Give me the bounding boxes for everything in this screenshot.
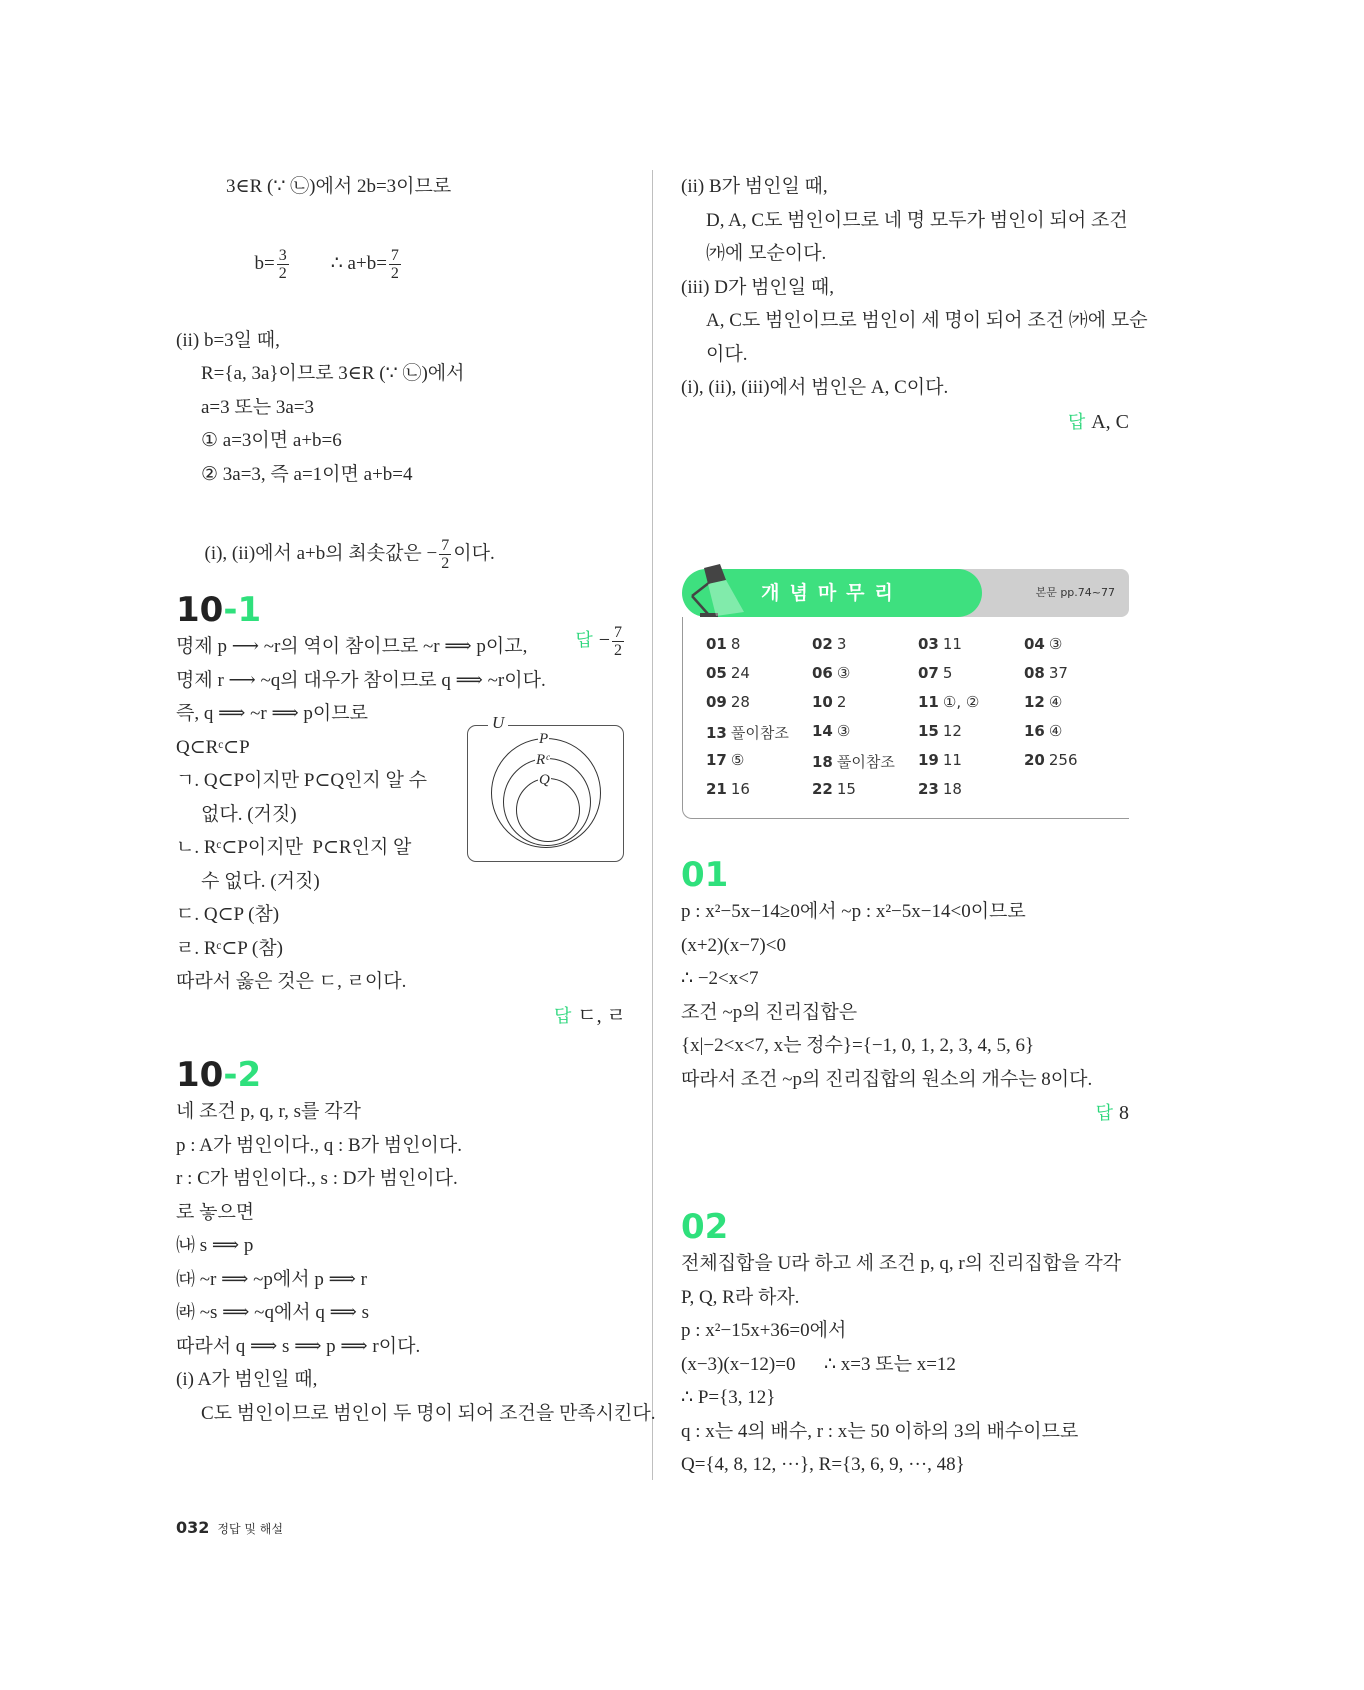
- answer-key-item: [812, 693, 918, 722]
- answer-key-value: 2: [836, 693, 847, 711]
- answer-key-value: 24: [730, 664, 750, 682]
- text-line: 명제 p ⟶ ~r의 역이 참이므로 ~r ⟹ p이고,: [176, 636, 528, 657]
- text-line: (ii) b=3일 때,: [176, 329, 280, 351]
- answer-key-number: 20: [1024, 751, 1045, 769]
- answer-key-item: [812, 722, 918, 751]
- answer-key-item: [918, 635, 1024, 664]
- answer-key-item: [812, 664, 918, 693]
- answer-key-value: 11: [942, 751, 962, 769]
- answer-key-item: [1024, 693, 1130, 722]
- section-heading: 01: [681, 855, 729, 895]
- section-heading: [176, 590, 626, 630]
- text-line: {x|−2<x<7, x는 정수}={−1, 0, 1, 2, 3, 4, 5, 6}: [681, 1035, 1035, 1056]
- text-line: ㈐ ~r ⟹ ~p에서 p ⟹ r: [176, 1268, 367, 1290]
- answer-key-number: 15: [918, 722, 939, 740]
- answer-key-number: 13: [706, 724, 727, 742]
- label-p: P: [539, 731, 549, 747]
- fraction: [277, 247, 289, 282]
- section-heading: 02: [681, 1207, 729, 1247]
- text-line: p : x²−5x−14≥0에서 ~p : x²−5x−14<0이므로: [681, 901, 1026, 922]
- label-rc: Rᶜ: [536, 752, 550, 768]
- answer-key-number: 06: [812, 664, 833, 682]
- label-q: Q: [539, 772, 550, 788]
- fraction: [439, 537, 451, 572]
- answer-key-value: ③: [836, 664, 851, 682]
- answer-label: 답: [1095, 1103, 1113, 1124]
- answer-key-value: 37: [1048, 664, 1068, 682]
- text-line: Q⊂Rᶜ⊂P: [176, 736, 250, 758]
- answer-key-value: ①, ②: [942, 693, 980, 711]
- text-line: ㄱ. Q⊂P이지만 P⊂Q인지 알 수: [176, 770, 427, 791]
- answer-key-number: 23: [918, 780, 939, 798]
- text-line: ② 3a=3, 즉 a=1이면 a+b=4: [201, 463, 413, 485]
- answer-key-grid: [706, 635, 1130, 809]
- answer-key-item: [1024, 751, 1130, 780]
- section-body: [176, 1095, 656, 1430]
- text-line: (ii) B가 범인일 때,: [681, 176, 828, 197]
- answer-key-number: 03: [918, 635, 939, 653]
- fraction-numerator: 7: [614, 623, 622, 641]
- min-prefix: (i), (ii)에서 a+b의 최솟값은 −: [204, 543, 438, 564]
- min-suffix: 이다.: [453, 543, 495, 564]
- heading-number: 10: [176, 590, 224, 630]
- heading-sub: 2: [237, 1055, 262, 1095]
- answer-label: 답: [575, 630, 593, 651]
- text-line: 3∈R (∵ ㉡)에서 2b=3이므로: [226, 176, 452, 197]
- banner-reference: 본문 pp.74~77: [952, 569, 1129, 617]
- fraction-numerator: 3: [278, 246, 287, 264]
- b-prefix: b=: [254, 252, 275, 274]
- text-line: 따라서 q ⟹ s ⟹ p ⟹ r이다.: [176, 1335, 421, 1357]
- text-line: (iii) D가 범인일 때,: [681, 276, 834, 298]
- answer-key-number: 05: [706, 664, 727, 682]
- answer-label: 답: [553, 1005, 572, 1027]
- b-value-line: [176, 204, 626, 324]
- section-02: [681, 1207, 1141, 1482]
- answer-key-number: 02: [812, 635, 833, 653]
- answer-key-item: [706, 693, 812, 722]
- column-divider: [652, 170, 653, 1480]
- answer-key-number: 11: [918, 693, 939, 711]
- answer-key-item: [812, 751, 918, 780]
- page-number: 032: [176, 1518, 210, 1537]
- text-line: 따라서 옳은 것은 ㄷ, ㄹ이다.: [176, 971, 407, 992]
- page-footer: [176, 1518, 283, 1537]
- answer-key-item: [706, 751, 812, 780]
- answer-key-number: 17: [706, 751, 727, 769]
- section-heading: [176, 1055, 636, 1095]
- answer-key-item: [1024, 664, 1130, 693]
- fraction-denominator: 2: [614, 641, 622, 659]
- text-line: 명제 r ⟶ ~q의 대우가 참이므로 q ⟹ ~r이다.: [176, 669, 546, 691]
- section-body: [681, 895, 1141, 1096]
- answer-key-number: 10: [812, 693, 833, 711]
- answer-key-item: [918, 722, 1024, 751]
- answer-key-value: ③: [836, 722, 851, 740]
- text-line: (i) A가 범인일 때,: [176, 1369, 318, 1390]
- answer-key-value: 8: [730, 635, 741, 653]
- heading-sub: 1: [237, 590, 262, 630]
- text-line: R={a, 3a}이므로 3∈R (∵ ㉡)에서: [201, 363, 465, 384]
- text-line: ㈏ s ⟹ p: [176, 1235, 254, 1256]
- text-line: 조건 ~p의 진리집합은: [681, 1001, 858, 1023]
- right-column: [681, 170, 1148, 440]
- answer-key-number: 08: [1024, 664, 1045, 682]
- text-line: 따라서 조건 ~p의 진리집합의 원소의 개수는 8이다.: [681, 1068, 1093, 1090]
- fraction-denominator: 2: [390, 264, 399, 282]
- answer-key-item: [1024, 722, 1130, 751]
- text-line: ㄹ. Rᶜ⊂P (참): [176, 937, 283, 959]
- text-line: ① a=3이면 a+b=6: [201, 430, 342, 451]
- answer-key-value: 풀이참조: [730, 724, 789, 742]
- answer-key-item: [918, 780, 1024, 809]
- answer-key-value: 12: [942, 722, 962, 740]
- answer-line: [681, 1096, 1129, 1131]
- answer-key-number: 01: [706, 635, 727, 653]
- answer-key-value: 15: [836, 780, 856, 798]
- fraction-denominator: 2: [441, 555, 450, 573]
- answer-key-value: 18: [942, 780, 962, 798]
- concept-wrapup-banner: [682, 569, 1129, 617]
- footer-text: 정답 및 해설: [217, 1522, 283, 1536]
- banner-title: 개념마무리: [682, 569, 982, 617]
- answer-key-item: [812, 635, 918, 664]
- answer-key-value: 256: [1048, 751, 1078, 769]
- section-body: [681, 1247, 1141, 1482]
- answer-key-number: 22: [812, 780, 833, 798]
- lamp-icon: [686, 562, 746, 618]
- text-line: (x−3)(x−12)=0 ∴ x=3 또는 x=12: [681, 1353, 956, 1375]
- answer-key-number: 14: [812, 722, 833, 740]
- answer-key-value: 11: [942, 635, 962, 653]
- answer-sign: −: [598, 629, 610, 651]
- universal-set-label: U: [488, 713, 508, 733]
- answer-key-value: 3: [836, 635, 847, 653]
- answer-line: [681, 405, 1129, 440]
- answer-key-item: [706, 635, 812, 664]
- answer-key-value: ⑤: [730, 751, 745, 769]
- sum-prefix: ∴ a+b=: [330, 252, 387, 274]
- text-line: p : A가 범인이다., q : B가 범인이다.: [176, 1134, 462, 1156]
- text-line: q : x는 4의 배수, r : x는 50 이하의 3의 배수이므로: [681, 1420, 1079, 1442]
- text-line: (x+2)(x−7)<0: [681, 934, 786, 956]
- venn-diagram: [467, 713, 624, 862]
- section-01: [681, 855, 1141, 1131]
- answer-key-item: [706, 780, 812, 809]
- fraction-numerator: 7: [441, 537, 450, 555]
- heading-dash: -: [223, 1055, 238, 1095]
- answer-key-number: 21: [706, 780, 727, 798]
- answer-key-item: [812, 780, 918, 809]
- text-line: ㄴ. Rᶜ⊂P이지만 P⊂R인지 알: [176, 837, 412, 858]
- answer-key-value: 5: [942, 664, 953, 682]
- answer-value: ㄷ, ㄹ: [577, 1004, 626, 1027]
- text-line: ㈑ ~s ⟹ ~q에서 q ⟹ s: [176, 1302, 370, 1323]
- answer-key-item: [1024, 635, 1130, 664]
- answer-key-item: [918, 693, 1024, 722]
- text-line: Q={4, 8, 12, ···}, R={3, 6, 9, ···, 48}: [681, 1454, 965, 1475]
- answer-value: 8: [1119, 1102, 1129, 1124]
- heading-number: 10: [176, 1055, 224, 1095]
- text-line: ㄷ. Q⊂P (참): [176, 904, 280, 925]
- answer-key-number: 16: [1024, 722, 1045, 740]
- text-line: ㈎에 모순이다.: [706, 243, 827, 264]
- text-line: C도 범인이므로 범인이 두 명이 되어 조건을 만족시킨다.: [201, 1402, 656, 1424]
- text-line: ∴ −2<x<7: [681, 968, 759, 989]
- answer-key-number: 19: [918, 751, 939, 769]
- text-line: (i), (ii), (iii)에서 범인은 A, C이다.: [681, 377, 949, 398]
- answer-key-value: ④: [1048, 722, 1063, 740]
- text-line: r : C가 범인이다., s : D가 범인이다.: [176, 1168, 458, 1189]
- answer-label: 답: [1067, 411, 1086, 433]
- answer-key-item: [918, 751, 1024, 780]
- text-line: D, A, C도 범인이므로 네 명 모두가 범인이 되어 조건: [706, 209, 1128, 231]
- text-line: 네 조건 p, q, r, s를 각각: [176, 1101, 361, 1122]
- answer-key-number: 12: [1024, 693, 1045, 711]
- text-line: 즉, q ⟹ ~r ⟹ p이므로: [176, 703, 368, 724]
- text-line: 전체집합을 U라 하고 세 조건 p, q, r의 진리집합을 각각: [681, 1253, 1122, 1274]
- answer-key-number: 18: [812, 753, 833, 771]
- answer-key-value: ③: [1048, 635, 1063, 653]
- answer-key-number: 07: [918, 664, 939, 682]
- answer-key-value: 16: [730, 780, 750, 798]
- fraction-numerator: 7: [390, 246, 399, 264]
- right-top-block: [681, 170, 1148, 405]
- section-10-2: [176, 1055, 656, 1430]
- answer-value: A, C: [1091, 410, 1129, 433]
- answer-line: [176, 999, 626, 1034]
- left-top-block: [176, 170, 626, 659]
- text-line: 수 없다. (거짓): [201, 870, 320, 892]
- fraction: [389, 247, 401, 282]
- answer-key-number: 09: [706, 693, 727, 711]
- text-line: 로 놓으면: [176, 1201, 255, 1223]
- text-line: p : x²−15x+36=0에서: [681, 1320, 847, 1341]
- text-line: a=3 또는 3a=3: [201, 396, 315, 418]
- answer-key-item: [918, 664, 1024, 693]
- text-line: 이다.: [706, 343, 748, 365]
- fraction-denominator: 2: [278, 264, 287, 282]
- text-line: ∴ P={3, 12}: [681, 1387, 776, 1408]
- answer-key-item: [706, 722, 812, 751]
- text-line: A, C도 범인이므로 범인이 세 명이 되어 조건 ㈎에 모순: [706, 310, 1148, 331]
- answer-key-number: 04: [1024, 635, 1045, 653]
- text-line: P, Q, R라 하자.: [681, 1286, 800, 1308]
- left-column: [176, 170, 656, 1424]
- answer-key-value: 풀이참조: [836, 753, 895, 771]
- text-line: 없다. (거짓): [201, 803, 297, 825]
- answer-key-box: [682, 617, 1129, 819]
- heading-dash: -: [223, 590, 238, 630]
- answer-key-item: [706, 664, 812, 693]
- answer-key-value: ④: [1048, 693, 1063, 711]
- answer-key-value: 28: [730, 693, 750, 711]
